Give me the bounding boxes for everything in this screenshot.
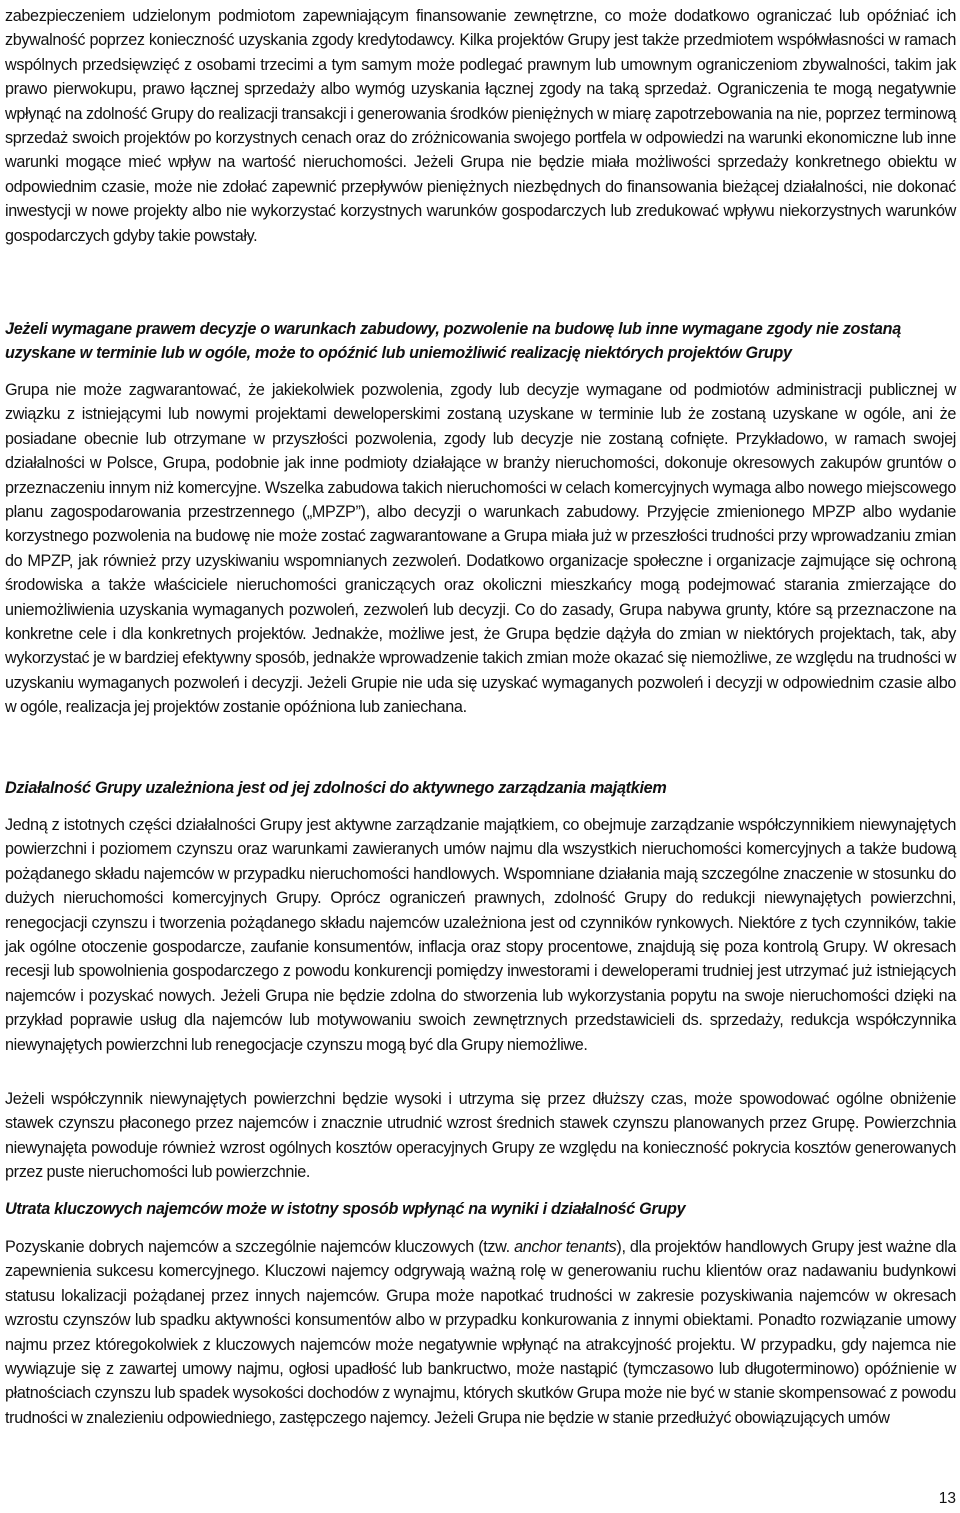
paragraph-sale-restrictions: zabezpieczeniem udzielonym podmiotom zapewniającym finansowanie zewnętrzne, co może dodatkowo ograniczać lub opóźniać ich zbywalność poprzez konieczność uzyskania zgody kredytodawcy. Kilka projektów Grupy jest także przedmiotem współwłasności w ramach wspólnych przedsięwzięć z osobami trzecimi a tym samym może podlegać prawnym lub umownym ograniczeniom zbywalności, takim jak prawo pierwokupu, prawo łącznej sprzedaży albo wymóg uzyskania łącznej zgody na taką sprzedaż. Ograniczenia te mogą negatywnie wpłynąć na zdolność Grupy do realizacji transakcji i generowania środków pieniężnych w miarę zapotrzebowania na nie, poprzez terminową sprzedaż swoich projektów po korzystnych cenach oraz do zróżnicowania swojego portfela w odpowiedzi na warunki ekonomiczne lub inne warunki mogące mieć wpływ na wartość nieruchomości. Jeżeli Grupa nie będzie miała możliwości sprzedaży konkretnego obiektu w odpowiednim czasie, może nie zdołać zapewnić przepływów pieniężnych niezbędnych do finansowania bieżącej działalności, nie dokonać inwestycji w nowe projekty albo nie wykorzystać korzystnych warunków gospodarczych lub zredukować wpływu niekorzystnych warunków gospodarczych gdyby takie powstały. — [5, 7, 956, 245]
key-tenants-text-start: Pozyskanie dobrych najemców a szczególnie najemców kluczowych (tzw. — [5, 1238, 515, 1256]
page-number: 13 — [938, 1490, 956, 1507]
paragraph-asset-management: Jedną z istotnych części działalności Grupy jest aktywne zarządzanie majątkiem, co obejmuje zarządzanie współczynnikiem niewynajętych powierzchni i poziomem czynszu oraz warunkami zawieranych umów najmu dla wszystkich nieruchomości komercyjnych a także budową pożądanego składu najemców w przypadku nieruchomości handlowych. Wspomniane działania mają szczególne znaczenie w stosunku do dużych nieruchomości komercyjnych Grupy. Oprócz ograniczeń prawnych, zdolność Grupy do redukcji niewynajętych powierzchni, renegocjacji czynszu i tworzenia pożądanego składu najemców uzależniona jest od czynników rynkowych. Niektóre z tych czynników, takie jak ogólne otoczenie gospodarcze, zaufanie konsumentów, inflacja oraz stopy procentowe, znajdują się poza kontrolą Grupy. W okresach recesji lub spowolnienia gospodarczego z powodu konkurencji pomiędzy inwestorami i deweloperami trudniej jest utrzymać już istniejących najemców i pozyskać nowych. Jeżeli Grupa nie będzie zdolna do stworzenia lub wykorzystania popytu na swoje nieruchomości dzięki na przykład poprawie usług dla najemców lub motywowaniu swoich zewnętrznych przedstawicieli ds. sprzedaży, redukcja współczynnika niewynajętych powierzchni lub renegocjacje czynszu mogą być dla Grupy niemożliwe. — [5, 816, 956, 1054]
key-tenants-text-rest: ), dla projektów handlowych Grupy jest ważne dla zapewnienia sukcesu komercyjnego. Kluczowi najemcy odgrywają ważną rolę w generowaniu ruchu klientów oraz nadawaniu budynkowi statusu lokalizacji pożądanej przez innych najemców. Grupa może napotkać trudności w zakresie pozyskiwania najemców w okresach wzrostu czynszów lub spadku aktywności konsumentów albo w przypadku konkurowania z innymi obiektami. Ponadto rozwiązanie umowy najmu przez któregokolwiek z kluczowych najemców może negatywnie wpłynąć na atrakcyjność projektu. W przypadku, gdy najemca nie wywiązuje się z zawartej umowy najmu, ogłosi upadłość lub bankructwo, może nastąpić (tymczasowo lub długoterminowo) opóźnienie w płatnościach czynszu lub spadek wysokości dochodów z wynajmu, których skutków Grupa może nie być w stanie skompensować z powodu trudności w znalezieniu odpowiedniego, zastępczego najemcy. Jeżeli Grupa nie będzie w stanie przedłużyć obowiązujących umów — [5, 1238, 957, 1427]
heading-asset-management: Działalność Grupy uzależniona jest od jej zdolności do aktywnego zarządzania majątkiem — [5, 779, 667, 797]
heading-building-permits: Jeżeli wymagane prawem decyzje o warunkach zabudowy, pozwolenie na budowę lub inne wymagane zgody nie zostaną uzyskane w terminie lub w ogóle, może to opóźnić lub uniemożliwić realizację niektórych projektów Grupy — [5, 320, 901, 363]
heading-key-tenants: Utrata kluczowych najemców może w istotny sposób wpłynąć na wyniki i działalność Grupy — [5, 1200, 686, 1218]
paragraph-key-tenants — [5, 1235, 956, 1430]
paragraph-permits: Grupa nie może zagwarantować, że jakiekolwiek pozwolenia, zgody lub decyzje wymagane od podmiotów administracji publicznej w związku z istniejącymi lub nowymi projektami deweloperskimi zostaną uzyskane w terminie lub że zostaną uzyskane w ogóle, ani że posiadane obecnie lub otrzymane w przyszłości pozwolenia, zgody lub decyzje nie zostaną cofnięte. Przykładowo, w ramach swojej działalności w Polsce, Grupa, podobnie jak inne podmioty działające w branży nieruchomości, dokonuje okresowych zakupów gruntów o przeznaczeniu innym niż komercyjne. Wszelka zabudowa takich nieruchomości w celach komercyjnych wymaga albo nowego miejscowego planu zagospodarowania przestrzennego („MPZP”), albo decyzji o warunkach zabudowy. Przyjęcie zmienionego MPZP albo wydanie korzystnego pozwolenia na budowę nie może zostać zagwarantowane a Grupa miała już w przeszłości trudności przy wprowadzaniu zmian do MPZP, jak również przy uzyskiwaniu wspomnianych zezwoleń. Dodatkowo organizacje społeczne i organizacje zajmujące się ochroną środowiska a także właściciele nieruchomości graniczących oraz okoliczni mieszkańcy mogą podejmować starania zmierzające do uniemożliwienia uzyskania wymaganych pozwoleń, zezwoleń lub decyzji. Co do zasady, Grupa nabywa grunty, które są przeznaczone na konkretne cele i dla konkretnych projektów. Jednakże, możliwe jest, że Grupa będzie dążyła do zmian w niektórych projektach, tak, aby wykorzystać je w bardziej efektywny sposób, jednakże wprowadzenie takich zmian może okazać się niemożliwe, ze względu na trudności w uzyskaniu wymaganych pozwoleń i decyzji. Jeżeli Grupie nie uda się uzyskać wymaganych pozwoleń i decyzji w odpowiednim czasie albo w ogóle, realizacja jej projektów zostanie opóźniona lub zaniechana. — [5, 381, 956, 717]
anchor-tenants-term: anchor tenants — [514, 1238, 617, 1256]
paragraph-vacancy-rate: Jeżeli współczynnik niewynajętych powierzchni będzie wysoki i utrzyma się przez dłuższy czas, może spowodować ogólne obniżenie stawek czynszu płaconego przez najemców i znacznie utrudnić wzrost średnich stawek czynszu planowanych przez Grupę. Powierzchnia niewynajęta powoduje również wzrost ogólnych kosztów operacyjnych Grupy ze względu na konieczność pokrycia kosztów generowanych przez puste nieruchomości lub powierzchnie. — [5, 1090, 956, 1182]
